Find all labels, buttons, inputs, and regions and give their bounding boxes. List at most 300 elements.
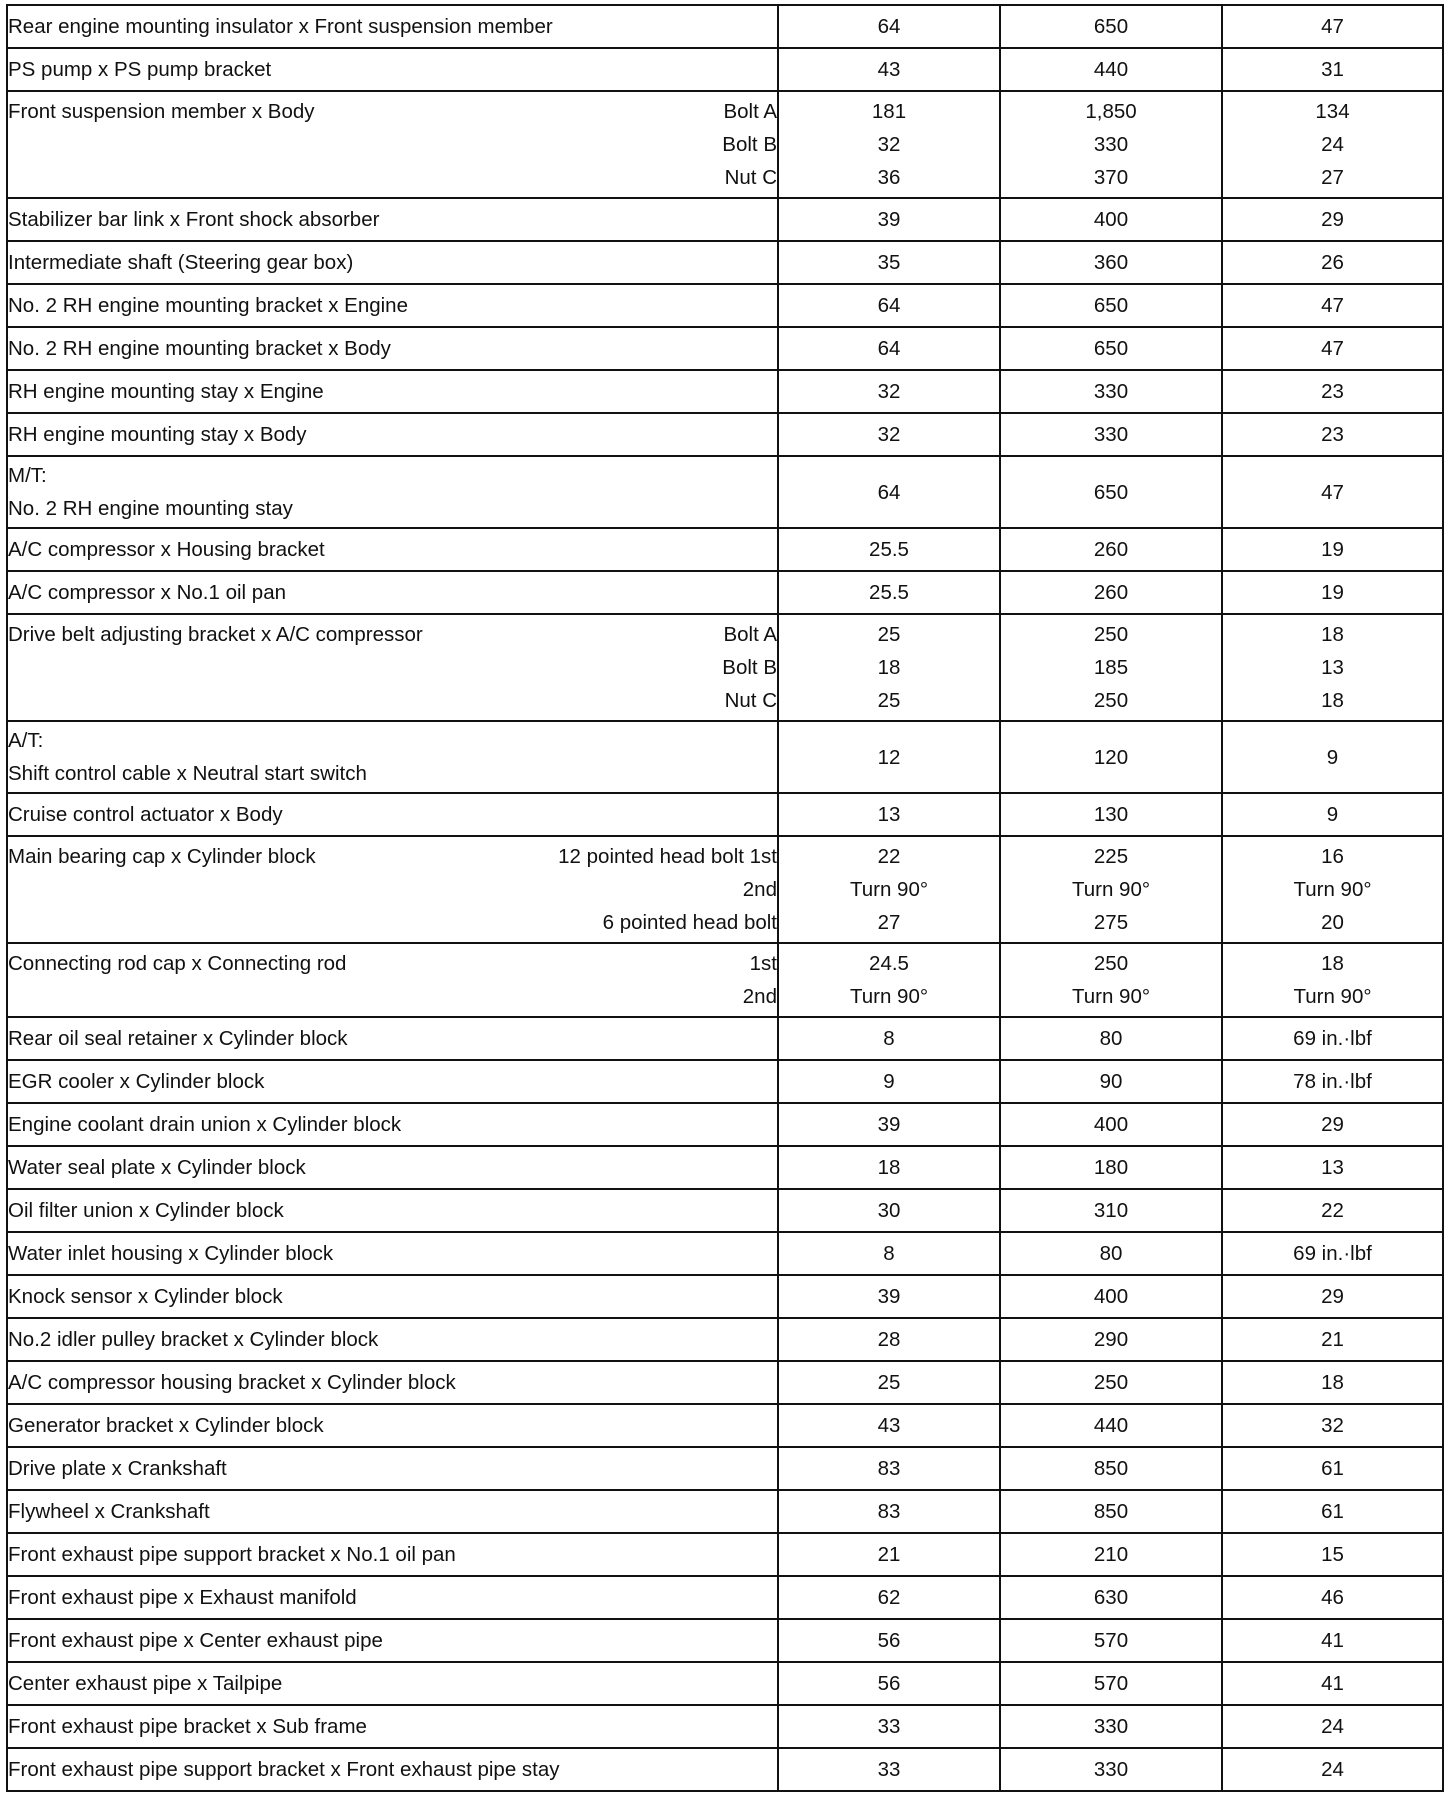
torque-value: 8 [883, 1027, 895, 1050]
value-kgfcm-cell [1000, 528, 1222, 571]
torque-value: 56 [877, 1672, 901, 1695]
torque-table-body [7, 5, 1443, 1791]
part-cell [7, 1361, 778, 1404]
value-kgfcm-cell [1000, 1447, 1222, 1490]
part-name: Water seal plate x Cylinder block [8, 1156, 306, 1179]
torque-value: Turn 90° [1293, 985, 1372, 1008]
part-cell [7, 721, 778, 793]
torque-value: 29 [1321, 1285, 1344, 1308]
value-kgfcm-cell [1000, 284, 1222, 327]
table-row [7, 836, 1443, 943]
table-row [7, 284, 1443, 327]
value-nm-cell [778, 1404, 1000, 1447]
value-kgfcm-cell [1000, 836, 1222, 943]
value-ftlbf-cell [1222, 1275, 1443, 1318]
torque-value: 330 [1093, 380, 1129, 403]
value-kgfcm-cell [1000, 614, 1222, 721]
torque-value: 570 [1093, 1629, 1129, 1652]
torque-value: 24 [1321, 1715, 1344, 1738]
part-cell [7, 1275, 778, 1318]
part-cell [7, 1619, 778, 1662]
torque-value: 120 [1093, 745, 1129, 769]
part-name: RH engine mounting stay x Engine [8, 380, 324, 403]
value-kgfcm-cell [1000, 571, 1222, 614]
part-cell [7, 943, 778, 1017]
table-row [7, 721, 1443, 793]
fastener-label: Bolt B [722, 133, 777, 156]
torque-value: 260 [1093, 581, 1129, 604]
value-kgfcm-cell [1000, 1705, 1222, 1748]
value-nm-cell [778, 1189, 1000, 1232]
table-row [7, 198, 1443, 241]
torque-value: Turn 90° [849, 985, 929, 1008]
torque-value: 18 [1321, 952, 1344, 975]
value-nm-cell [778, 721, 1000, 793]
value-ftlbf-cell [1222, 91, 1443, 198]
table-row [7, 614, 1443, 721]
fastener-label: 6 pointed head bolt [602, 911, 777, 934]
value-kgfcm-cell [1000, 1189, 1222, 1232]
value-ftlbf-cell [1222, 943, 1443, 1017]
part-name: Front exhaust pipe bracket x Sub frame [8, 1715, 367, 1738]
part-cell [7, 1490, 778, 1533]
value-ftlbf-cell [1222, 1490, 1443, 1533]
torque-value: 64 [877, 337, 901, 360]
value-ftlbf-cell [1222, 614, 1443, 721]
torque-value: 400 [1093, 1285, 1129, 1308]
part-name: Front suspension member x Body [8, 100, 315, 123]
value-ftlbf-cell [1222, 5, 1443, 48]
part-cell [7, 1189, 778, 1232]
value-ftlbf-cell [1222, 1318, 1443, 1361]
part-cell [7, 327, 778, 370]
value-ftlbf-cell [1222, 571, 1443, 614]
torque-value: 12 [877, 745, 901, 769]
value-kgfcm-cell [1000, 5, 1222, 48]
torque-value: 47 [1321, 294, 1344, 317]
value-kgfcm-cell [1000, 1619, 1222, 1662]
torque-value: 64 [877, 480, 901, 504]
table-row [7, 456, 1443, 528]
torque-value: 360 [1093, 251, 1129, 274]
table-row [7, 528, 1443, 571]
value-nm-cell [778, 1662, 1000, 1705]
value-nm-cell [778, 614, 1000, 721]
torque-value: 33 [877, 1758, 901, 1781]
fastener-label: 2nd [742, 985, 777, 1008]
value-kgfcm-cell [1000, 413, 1222, 456]
part-cell [7, 1318, 778, 1361]
value-ftlbf-cell [1222, 1533, 1443, 1576]
value-kgfcm-cell [1000, 1361, 1222, 1404]
part-name: A/C compressor housing bracket x Cylinder block [8, 1371, 456, 1394]
torque-value: 8 [883, 1242, 895, 1265]
part-cell [7, 198, 778, 241]
table-row [7, 1447, 1443, 1490]
torque-value: 31 [1321, 58, 1344, 81]
value-nm-cell [778, 284, 1000, 327]
part-name: Front exhaust pipe support bracket x No.1 oil pan [8, 1543, 456, 1566]
torque-value: 180 [1093, 1156, 1129, 1179]
torque-value: 630 [1093, 1586, 1129, 1609]
torque-value: 25 [877, 623, 901, 646]
torque-value: 32 [877, 380, 901, 403]
torque-value: 250 [1093, 952, 1129, 975]
part-name: Stabilizer bar link x Front shock absorber [8, 208, 380, 231]
value-ftlbf-cell [1222, 241, 1443, 284]
torque-value: 400 [1093, 1113, 1129, 1136]
torque-value: 32 [877, 133, 901, 156]
value-kgfcm-cell [1000, 1060, 1222, 1103]
torque-value: 61 [1321, 1500, 1344, 1523]
part-cell [7, 48, 778, 91]
part-cell [7, 5, 778, 48]
torque-value: Turn 90° [1071, 985, 1151, 1008]
torque-value: 20 [1321, 911, 1344, 934]
value-nm-cell [778, 1533, 1000, 1576]
table-row [7, 571, 1443, 614]
torque-value: 62 [877, 1586, 901, 1609]
value-ftlbf-cell [1222, 1662, 1443, 1705]
value-ftlbf-cell [1222, 1060, 1443, 1103]
part-cell [7, 370, 778, 413]
part-cell [7, 1017, 778, 1060]
torque-value: Turn 90° [1293, 878, 1372, 901]
torque-value: 27 [877, 911, 901, 934]
torque-value: 650 [1093, 480, 1129, 504]
torque-value: 47 [1321, 480, 1344, 504]
torque-value: 650 [1093, 294, 1129, 317]
torque-value: 41 [1321, 1629, 1344, 1652]
value-ftlbf-cell [1222, 1361, 1443, 1404]
torque-value: 78 in.·lbf [1293, 1070, 1372, 1093]
value-nm-cell [778, 1060, 1000, 1103]
value-ftlbf-cell [1222, 1232, 1443, 1275]
torque-value: 29 [1321, 1113, 1344, 1136]
part-name: No. 2 RH engine mounting bracket x Body [8, 337, 391, 360]
value-ftlbf-cell [1222, 1103, 1443, 1146]
value-kgfcm-cell [1000, 1017, 1222, 1060]
torque-value: 39 [877, 1285, 901, 1308]
torque-value: 46 [1321, 1586, 1344, 1609]
part-cell [7, 571, 778, 614]
torque-value: 28 [877, 1328, 901, 1351]
part-cell [7, 1232, 778, 1275]
part-name: RH engine mounting stay x Body [8, 423, 307, 446]
torque-value: 61 [1321, 1457, 1344, 1480]
table-row [7, 1275, 1443, 1318]
value-kgfcm-cell [1000, 1533, 1222, 1576]
torque-value: 13 [877, 803, 901, 826]
part-cell [7, 241, 778, 284]
torque-value: 83 [877, 1457, 901, 1480]
table-row [7, 413, 1443, 456]
value-kgfcm-cell [1000, 1146, 1222, 1189]
value-kgfcm-cell [1000, 1748, 1222, 1791]
table-row [7, 1662, 1443, 1705]
value-ftlbf-cell [1222, 327, 1443, 370]
torque-value: 33 [877, 1715, 901, 1738]
torque-value: 18 [1321, 689, 1344, 712]
torque-value: 440 [1093, 58, 1129, 81]
value-kgfcm-cell [1000, 456, 1222, 528]
torque-value: 210 [1093, 1543, 1129, 1566]
torque-value: 19 [1321, 538, 1344, 561]
part-cell [7, 836, 778, 943]
part-name-line: Shift control cable x Neutral start switch [8, 762, 367, 785]
value-ftlbf-cell [1222, 198, 1443, 241]
torque-value: 43 [877, 1414, 901, 1437]
table-row [7, 1103, 1443, 1146]
torque-value: 21 [1321, 1328, 1344, 1351]
torque-value: 330 [1093, 1758, 1129, 1781]
torque-value: 26 [1321, 251, 1344, 274]
value-ftlbf-cell [1222, 48, 1443, 91]
part-name: Drive plate x Crankshaft [8, 1457, 227, 1480]
torque-value: Turn 90° [849, 878, 929, 901]
torque-value: 19 [1321, 581, 1344, 604]
part-name: EGR cooler x Cylinder block [8, 1070, 265, 1093]
value-ftlbf-cell [1222, 413, 1443, 456]
part-name-line: No. 2 RH engine mounting stay [8, 497, 293, 520]
torque-value: 47 [1321, 15, 1344, 38]
torque-value: 13 [1321, 656, 1344, 679]
torque-value: 25.5 [869, 581, 909, 604]
torque-value: 250 [1093, 1371, 1129, 1394]
part-name: Engine coolant drain union x Cylinder block [8, 1113, 402, 1136]
value-ftlbf-cell [1222, 836, 1443, 943]
table-row [7, 1060, 1443, 1103]
value-ftlbf-cell [1222, 1619, 1443, 1662]
value-nm-cell [778, 456, 1000, 528]
part-cell [7, 793, 778, 836]
torque-value: 9 [883, 1070, 895, 1093]
torque-value: 18 [1321, 623, 1344, 646]
value-ftlbf-cell [1222, 721, 1443, 793]
part-name: Connecting rod cap x Connecting rod [8, 952, 347, 975]
part-cell [7, 1404, 778, 1447]
value-ftlbf-cell [1222, 1146, 1443, 1189]
torque-value: 80 [1099, 1027, 1123, 1050]
fastener-label: Nut C [724, 689, 777, 712]
value-nm-cell [778, 1576, 1000, 1619]
value-ftlbf-cell [1222, 1017, 1443, 1060]
value-ftlbf-cell [1222, 793, 1443, 836]
table-row [7, 1232, 1443, 1275]
value-kgfcm-cell [1000, 1404, 1222, 1447]
fastener-label: 1st [749, 952, 777, 975]
value-ftlbf-cell [1222, 1705, 1443, 1748]
torque-value: 22 [1321, 1199, 1344, 1222]
torque-value: 850 [1093, 1500, 1129, 1523]
torque-value: 25.5 [869, 538, 909, 561]
value-kgfcm-cell [1000, 198, 1222, 241]
part-name: Generator bracket x Cylinder block [8, 1414, 324, 1437]
value-ftlbf-cell [1222, 1576, 1443, 1619]
part-cell [7, 1533, 778, 1576]
part-name-line: A/T: [8, 729, 44, 752]
table-row [7, 1705, 1443, 1748]
value-kgfcm-cell [1000, 1490, 1222, 1533]
table-row [7, 1533, 1443, 1576]
part-name-line: M/T: [8, 464, 47, 487]
torque-value: 90 [1099, 1070, 1123, 1093]
torque-value: 24 [1321, 1758, 1344, 1781]
torque-value: 181 [871, 100, 907, 123]
torque-value: 24.5 [869, 952, 909, 975]
torque-value: 39 [877, 208, 901, 231]
part-cell [7, 1576, 778, 1619]
table-row [7, 1490, 1443, 1533]
value-nm-cell [778, 793, 1000, 836]
part-name: Front exhaust pipe x Exhaust manifold [8, 1586, 357, 1609]
value-nm-cell [778, 5, 1000, 48]
table-row [7, 5, 1443, 48]
table-row [7, 1189, 1443, 1232]
torque-value: 134 [1315, 100, 1350, 123]
table-row [7, 1318, 1443, 1361]
value-kgfcm-cell [1000, 1275, 1222, 1318]
torque-value: 64 [877, 294, 901, 317]
part-name: PS pump x PS pump bracket [8, 58, 272, 81]
torque-value: Turn 90° [1071, 878, 1151, 901]
torque-value: 27 [1321, 166, 1344, 189]
part-name: No.2 idler pulley bracket x Cylinder block [8, 1328, 379, 1351]
value-ftlbf-cell [1222, 284, 1443, 327]
torque-value: 570 [1093, 1672, 1129, 1695]
value-kgfcm-cell [1000, 1318, 1222, 1361]
value-nm-cell [778, 241, 1000, 284]
part-cell [7, 456, 778, 528]
value-nm-cell [778, 1017, 1000, 1060]
value-nm-cell [778, 1232, 1000, 1275]
value-kgfcm-cell [1000, 241, 1222, 284]
value-ftlbf-cell [1222, 1189, 1443, 1232]
torque-value: 16 [1321, 845, 1344, 868]
value-nm-cell [778, 1275, 1000, 1318]
value-nm-cell [778, 1318, 1000, 1361]
part-name: Center exhaust pipe x Tailpipe [8, 1672, 283, 1695]
part-cell [7, 1447, 778, 1490]
value-nm-cell [778, 836, 1000, 943]
table-row [7, 1748, 1443, 1791]
torque-value: 130 [1093, 803, 1129, 826]
torque-value: 290 [1093, 1328, 1129, 1351]
value-nm-cell [778, 413, 1000, 456]
table-row [7, 1017, 1443, 1060]
torque-value: 850 [1093, 1457, 1129, 1480]
value-nm-cell [778, 1361, 1000, 1404]
value-nm-cell [778, 370, 1000, 413]
torque-value: 29 [1321, 208, 1344, 231]
value-kgfcm-cell [1000, 793, 1222, 836]
value-kgfcm-cell [1000, 1103, 1222, 1146]
torque-spec-sheet [6, 4, 1442, 1792]
part-name: Water inlet housing x Cylinder block [8, 1242, 334, 1265]
table-row [7, 943, 1443, 1017]
part-cell [7, 528, 778, 571]
torque-value: 225 [1093, 845, 1129, 868]
table-row [7, 327, 1443, 370]
torque-value: 18 [1321, 1371, 1344, 1394]
value-kgfcm-cell [1000, 1232, 1222, 1275]
part-name: Rear oil seal retainer x Cylinder block [8, 1027, 348, 1050]
torque-value: 25 [877, 1371, 901, 1394]
value-kgfcm-cell [1000, 327, 1222, 370]
torque-value: 41 [1321, 1672, 1344, 1695]
part-name: Flywheel x Crankshaft [8, 1500, 210, 1523]
part-name: A/C compressor x No.1 oil pan [8, 581, 287, 604]
part-name: Oil filter union x Cylinder block [8, 1199, 284, 1222]
table-row [7, 1619, 1443, 1662]
torque-value: 23 [1321, 380, 1344, 403]
value-nm-cell [778, 91, 1000, 198]
torque-value: 64 [877, 15, 901, 38]
torque-value: 400 [1093, 208, 1129, 231]
torque-value: 650 [1093, 337, 1129, 360]
part-name: Cruise control actuator x Body [8, 803, 283, 826]
torque-value: 330 [1093, 1715, 1129, 1738]
value-nm-cell [778, 48, 1000, 91]
part-cell [7, 1748, 778, 1791]
torque-value: 650 [1093, 15, 1129, 38]
part-name: Intermediate shaft (Steering gear box) [8, 251, 354, 274]
torque-value: 39 [877, 1113, 901, 1136]
torque-value: 250 [1093, 689, 1129, 712]
part-cell [7, 1705, 778, 1748]
torque-value: 23 [1321, 423, 1344, 446]
value-nm-cell [778, 1619, 1000, 1662]
torque-value: 32 [877, 423, 901, 446]
part-cell [7, 284, 778, 327]
value-kgfcm-cell [1000, 91, 1222, 198]
part-name: Rear engine mounting insulator x Front suspension member [8, 15, 553, 38]
value-nm-cell [778, 1748, 1000, 1791]
torque-value: 250 [1093, 623, 1129, 646]
value-nm-cell [778, 528, 1000, 571]
torque-value: 32 [1321, 1414, 1344, 1437]
torque-value: 185 [1093, 656, 1129, 679]
torque-value: 43 [877, 58, 901, 81]
value-ftlbf-cell [1222, 370, 1443, 413]
part-name: Drive belt adjusting bracket x A/C compressor [8, 623, 423, 646]
table-row [7, 1361, 1443, 1404]
value-nm-cell [778, 943, 1000, 1017]
torque-value: 22 [877, 845, 901, 868]
torque-value: 18 [877, 1156, 901, 1179]
part-cell [7, 1146, 778, 1189]
fastener-label: 2nd [742, 878, 777, 901]
value-kgfcm-cell [1000, 721, 1222, 793]
value-ftlbf-cell [1222, 528, 1443, 571]
value-nm-cell [778, 198, 1000, 241]
value-kgfcm-cell [1000, 943, 1222, 1017]
fastener-label: Nut C [724, 166, 777, 189]
value-kgfcm-cell [1000, 370, 1222, 413]
torque-value: 35 [877, 251, 901, 274]
table-row [7, 1404, 1443, 1447]
value-ftlbf-cell [1222, 1404, 1443, 1447]
value-nm-cell [778, 571, 1000, 614]
value-nm-cell [778, 1490, 1000, 1533]
table-row [7, 793, 1443, 836]
torque-value: 15 [1321, 1543, 1344, 1566]
torque-value: 440 [1093, 1414, 1129, 1437]
part-cell [7, 91, 778, 198]
table-row [7, 48, 1443, 91]
value-kgfcm-cell [1000, 1662, 1222, 1705]
part-name: Front exhaust pipe support bracket x Front exhaust pipe stay [8, 1758, 560, 1781]
